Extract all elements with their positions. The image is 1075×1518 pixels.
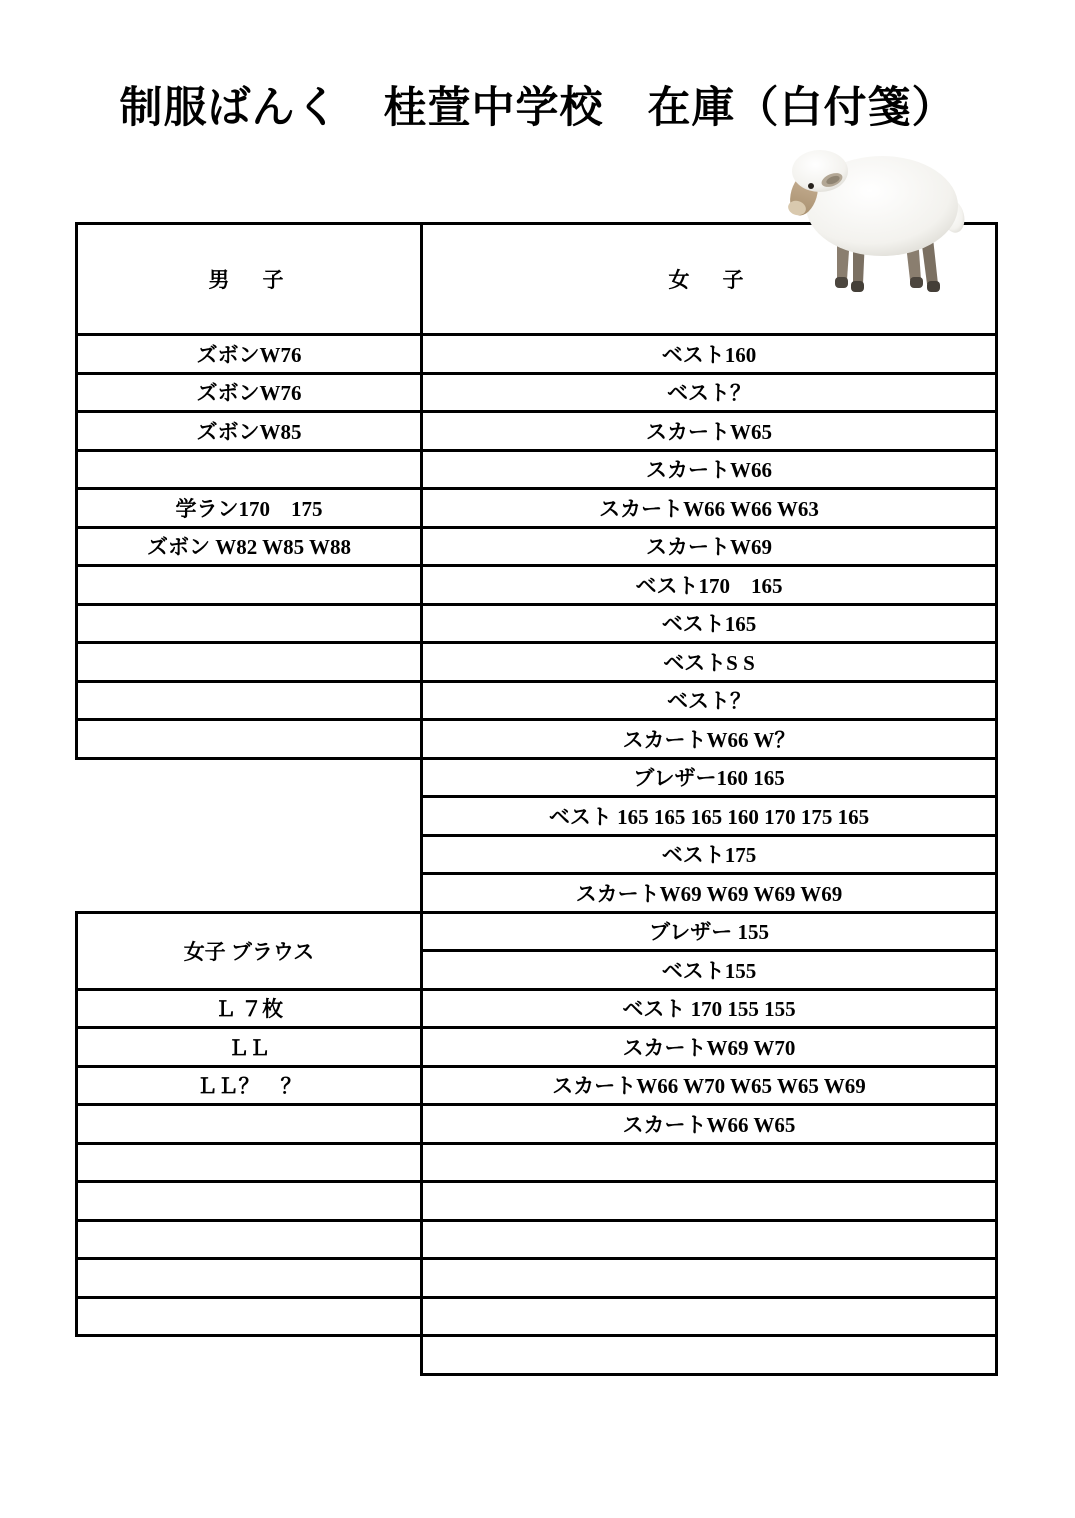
table-row xyxy=(77,1259,997,1298)
boys-cell xyxy=(77,1297,422,1336)
boys-cell: ズボン W82 W85 W88 xyxy=(77,527,422,566)
boys-cell: 学ラン170 175 xyxy=(77,489,422,528)
table-row xyxy=(77,489,997,528)
table-row xyxy=(77,1066,997,1105)
boys-cell: ＬＬ？ ？ xyxy=(77,1066,422,1105)
girls-cell: ベストS S xyxy=(422,643,997,682)
boys-cell: Ｌ ７枚 xyxy=(77,989,422,1028)
girls-header-cell: 女 子 xyxy=(422,224,997,335)
table-row xyxy=(77,335,997,374)
girls-cell: スカートW69 xyxy=(422,527,997,566)
girls-cell: ブレザー160 165 xyxy=(422,758,997,797)
table-row xyxy=(77,412,997,451)
empty-page-area xyxy=(77,758,422,797)
boys-cell xyxy=(77,681,422,720)
sheep-icon xyxy=(787,144,965,296)
boys-cell xyxy=(77,1220,422,1259)
table-row xyxy=(77,643,997,682)
table-row-right-only xyxy=(77,797,997,836)
inventory-table xyxy=(75,222,998,1376)
boys-cell xyxy=(77,1105,422,1144)
girls-cell xyxy=(422,1297,997,1336)
boys-cell: ＬＬ xyxy=(77,1028,422,1067)
girls-cell: スカートW66 W？ xyxy=(422,720,997,759)
table-row-right-only xyxy=(77,835,997,874)
girls-cell: ベスト155 xyxy=(422,951,997,990)
girls-cell: ベスト？ xyxy=(422,681,997,720)
table-row xyxy=(77,604,997,643)
girls-cell: ベスト175 xyxy=(422,835,997,874)
table-row xyxy=(77,373,997,412)
empty-page-area xyxy=(77,835,422,874)
boys-cell xyxy=(77,566,422,605)
girls-cell xyxy=(422,1182,997,1221)
boys-header-cell: 男 子 xyxy=(77,224,422,335)
boys-cell xyxy=(77,604,422,643)
boys-cell xyxy=(77,1143,422,1182)
girls-cell xyxy=(422,1259,997,1298)
table-row xyxy=(77,989,997,1028)
table-row xyxy=(77,720,997,759)
table-row xyxy=(77,1182,997,1221)
girls-cell: スカートW69 W69 W69 W69 xyxy=(422,874,997,913)
girls-cell: ブレザー 155 xyxy=(422,912,997,951)
boys-cell xyxy=(77,1259,422,1298)
boys-cell xyxy=(77,720,422,759)
girls-cell xyxy=(422,1336,997,1375)
blouse-section-header-cell: 女子 ブラウス xyxy=(77,912,422,989)
girls-cell: ベスト 170 155 155 xyxy=(422,989,997,1028)
girls-cell: スカートW69 W70 xyxy=(422,1028,997,1067)
girls-cell: ベスト165 xyxy=(422,604,997,643)
boys-cell xyxy=(77,1182,422,1221)
table-row xyxy=(77,1105,997,1144)
table-row xyxy=(77,566,997,605)
table-row xyxy=(77,1028,997,1067)
girls-cell: スカートW66 W66 W63 xyxy=(422,489,997,528)
table-row xyxy=(77,1220,997,1259)
girls-cell: スカートW66 W70 W65 W65 W69 xyxy=(422,1066,997,1105)
boys-cell: ズボンW85 xyxy=(77,412,422,451)
girls-cell: ベスト？ xyxy=(422,373,997,412)
empty-page-area xyxy=(77,874,422,913)
table-row xyxy=(77,527,997,566)
table-row xyxy=(77,1297,997,1336)
table-row xyxy=(77,912,997,951)
page-title: 制服ばんく 桂萱中学校 在庫（白付箋） xyxy=(119,84,956,132)
empty-page-area xyxy=(77,1336,422,1375)
girls-cell: ベスト170 165 xyxy=(422,566,997,605)
table-row-right-only xyxy=(77,1336,997,1375)
boys-cell: ズボンW76 xyxy=(77,373,422,412)
girls-cell: スカートW65 xyxy=(422,412,997,451)
table-row xyxy=(77,681,997,720)
table-row xyxy=(77,1143,997,1182)
table-row-right-only xyxy=(77,874,997,913)
table-row-right-only xyxy=(77,758,997,797)
boys-cell xyxy=(77,450,422,489)
boys-cell xyxy=(77,643,422,682)
girls-cell: スカートW66 xyxy=(422,450,997,489)
girls-cell: ベスト160 xyxy=(422,335,997,374)
empty-page-area xyxy=(77,797,422,836)
girls-cell xyxy=(422,1220,997,1259)
girls-cell: スカートW66 W65 xyxy=(422,1105,997,1144)
girls-cell: ベスト 165 165 165 160 170 175 165 xyxy=(422,797,997,836)
table-row xyxy=(77,450,997,489)
girls-cell xyxy=(422,1143,997,1182)
boys-cell: ズボンW76 xyxy=(77,335,422,374)
